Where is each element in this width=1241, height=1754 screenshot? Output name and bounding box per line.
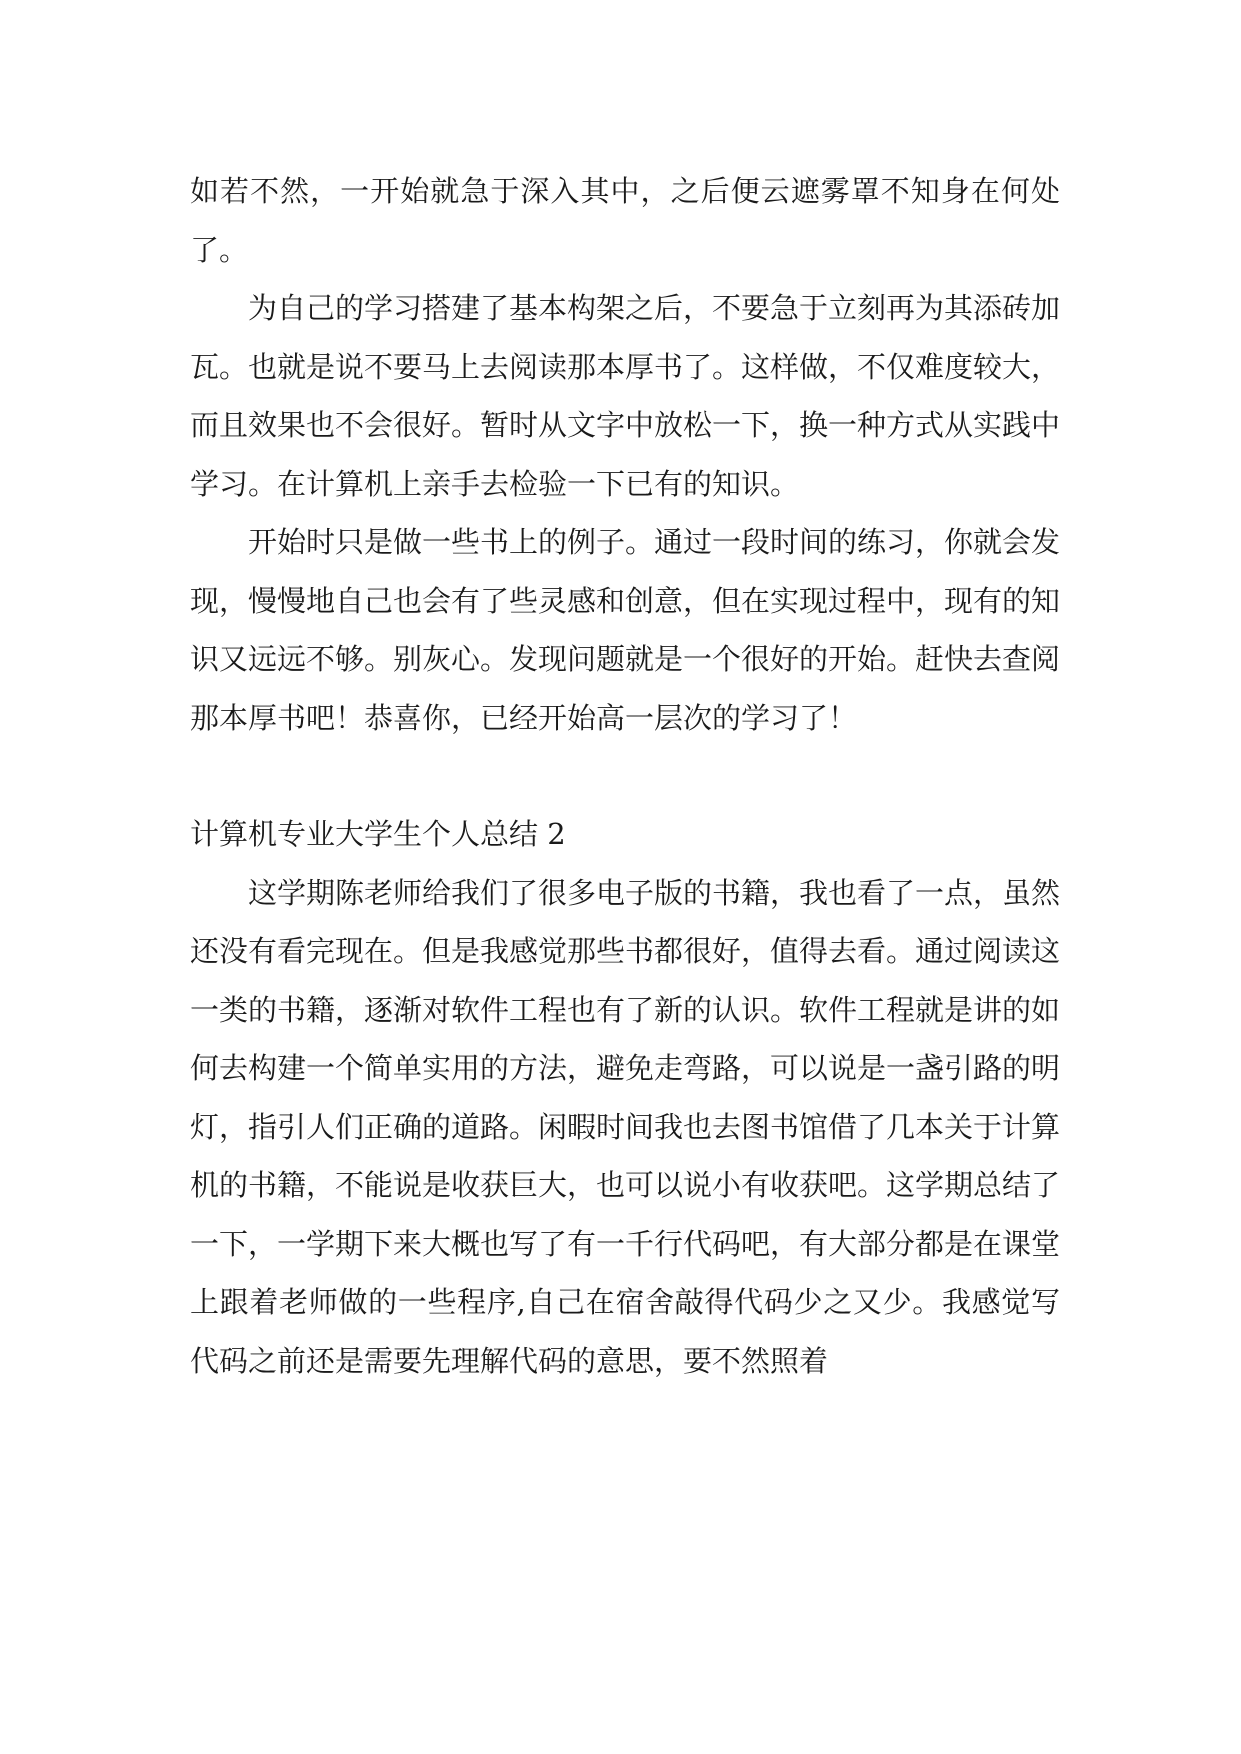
paragraph-learning-framework: 为自己的学习搭建了基本构架之后，不要急于立刻再为其添砖加瓦。也就是说不要马上去阅读那本厚书了。这样做，不仅难度较大，而且效果也不会很好。暂时从文字中放松一下，换一种方式从实践中学习。在计算机上亲手去检验一下已有的知识。 xyxy=(190,291,1061,501)
document-body xyxy=(190,162,1060,1390)
section-heading: 计算机专业大学生个人总结 2 xyxy=(190,817,566,851)
paragraph-semester-summary: 这学期陈老师给我们了很多电子版的书籍，我也看了一点，虽然还没有看完现在。但是我感觉那些书都很好，值得去看。通过阅读这一类的书籍，逐渐对软件工程也有了新的认识。软件工程就是讲的如何去构建一个简单实用的方法，避免走弯路，可以说是一盏引路的明灯，指引人们正确的道路。闲暇时间我也去图书馆借了几本关于计算机的书籍，不能说是收获巨大，也可以说小有收获吧。这学期总结了一下，一学期下来大概也写了有一千行代码吧，有大部分都是在课堂上跟着老师做的一些程序,自己在宿舍敲得代码少之又少。我感觉写代码之前还是需要先理解代码的意思，要不然照着 xyxy=(190,875,1061,1378)
paragraph-practice: 开始时只是做一些书上的例子。通过一段时间的练习，你就会发现，慢慢地自己也会有了些灵感和创意，但在实现过程中，现有的知识又远远不够。别灰心。发现问题就是一个很好的开始。赶快去查阅那本厚书吧！恭喜你，已经开始高一层次的学习了！ xyxy=(190,525,1061,735)
paragraph-continuation: 如若不然，一开始就急于深入其中，之后便云遮雾罩不知身在何处了。 xyxy=(190,174,1060,267)
